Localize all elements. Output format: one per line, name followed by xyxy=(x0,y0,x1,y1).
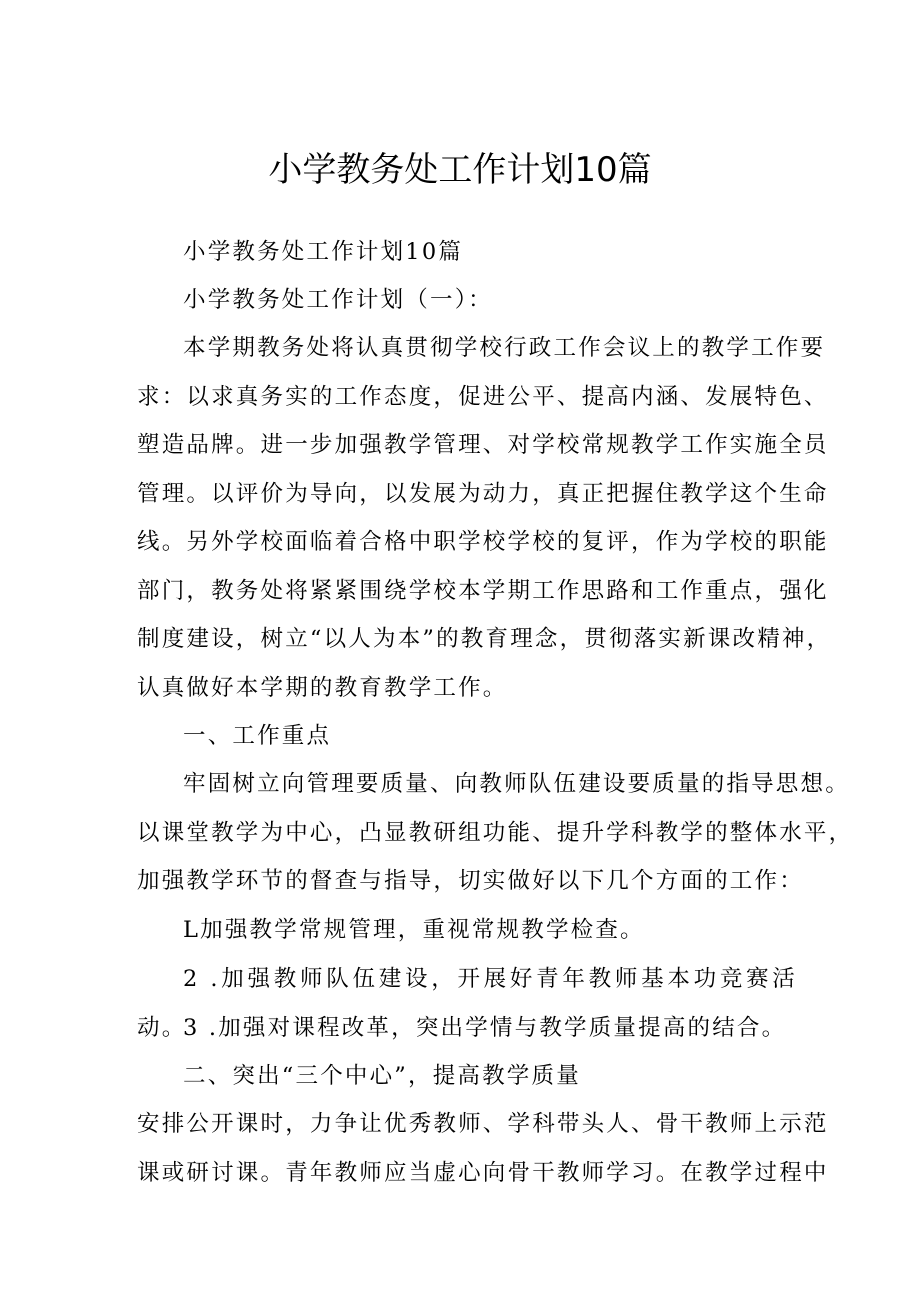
document-title: 小学教务处工作计划10篇 xyxy=(268,150,652,190)
intro-line: 线。另外学校面临着合格中职学校学校的复评，作为学校的职能 xyxy=(137,529,829,555)
focus-paragraph xyxy=(137,760,854,906)
intro-line: 认真做好本学期的教育教学工作。 xyxy=(137,674,508,701)
intro-paragraph xyxy=(137,324,832,712)
intro-line: 本学期教务处将认真贯彻学校行政工作会议上的教学工作要 xyxy=(183,335,826,361)
final-line: 课或研讨课。青年教师应当虚心向骨干教师学习。在教学过程中 xyxy=(137,1159,829,1186)
heading-three-centers: 二、突出“三个中心”，提高教学质量 xyxy=(183,1063,581,1089)
list-item-3: 3 .加强对课程改革，突出学情与教学质量提高的结合。 xyxy=(183,1015,787,1041)
intro-line: 管理。以评价为导向，以发展为动力，真正把握住教学这个生命 xyxy=(137,480,829,507)
focus-line: 以课堂教学为中心，凸显教研组功能、提升学科教学的整体水平， xyxy=(137,819,854,846)
section-intro-heading: 小学教务处工作计划（一）： xyxy=(183,287,493,313)
intro-line: 塑造品牌。进一步加强教学管理、对学校常规教学工作实施全员 xyxy=(137,432,829,458)
focus-line: 加强教学环节的督查与指导，切实做好以下几个方面的工作： xyxy=(137,868,804,894)
final-paragraph xyxy=(137,1100,829,1197)
document-subtitle: 小学教务处工作计划10篇 xyxy=(183,239,464,265)
focus-line: 牢固树立向管理要质量、向教师队伍建设要质量的指导思想。 xyxy=(183,771,850,797)
heading-work-focus: 一、工作重点 xyxy=(183,723,332,749)
intro-line: 部门，教务处将紧紧围绕学校本学期工作思路和工作重点，强化 xyxy=(137,577,829,604)
intro-line: 制度建设，树立“以人为本”的教育理念，贯彻落实新课改精神， xyxy=(137,626,832,652)
intro-line: 求：以求真务实的工作态度，促进公平、提高内涵、发展特色、 xyxy=(137,383,829,410)
list-item-1: L加强教学常规管理，重视常规教学检查。 xyxy=(183,917,645,943)
final-line: 安排公开课时，力争让优秀教师、学科带头人、骨干教师上示范 xyxy=(137,1111,829,1137)
list-item-2: 2 .加强教师队伍建设，开展好青年教师基本功竞赛活动。 xyxy=(137,966,797,1041)
